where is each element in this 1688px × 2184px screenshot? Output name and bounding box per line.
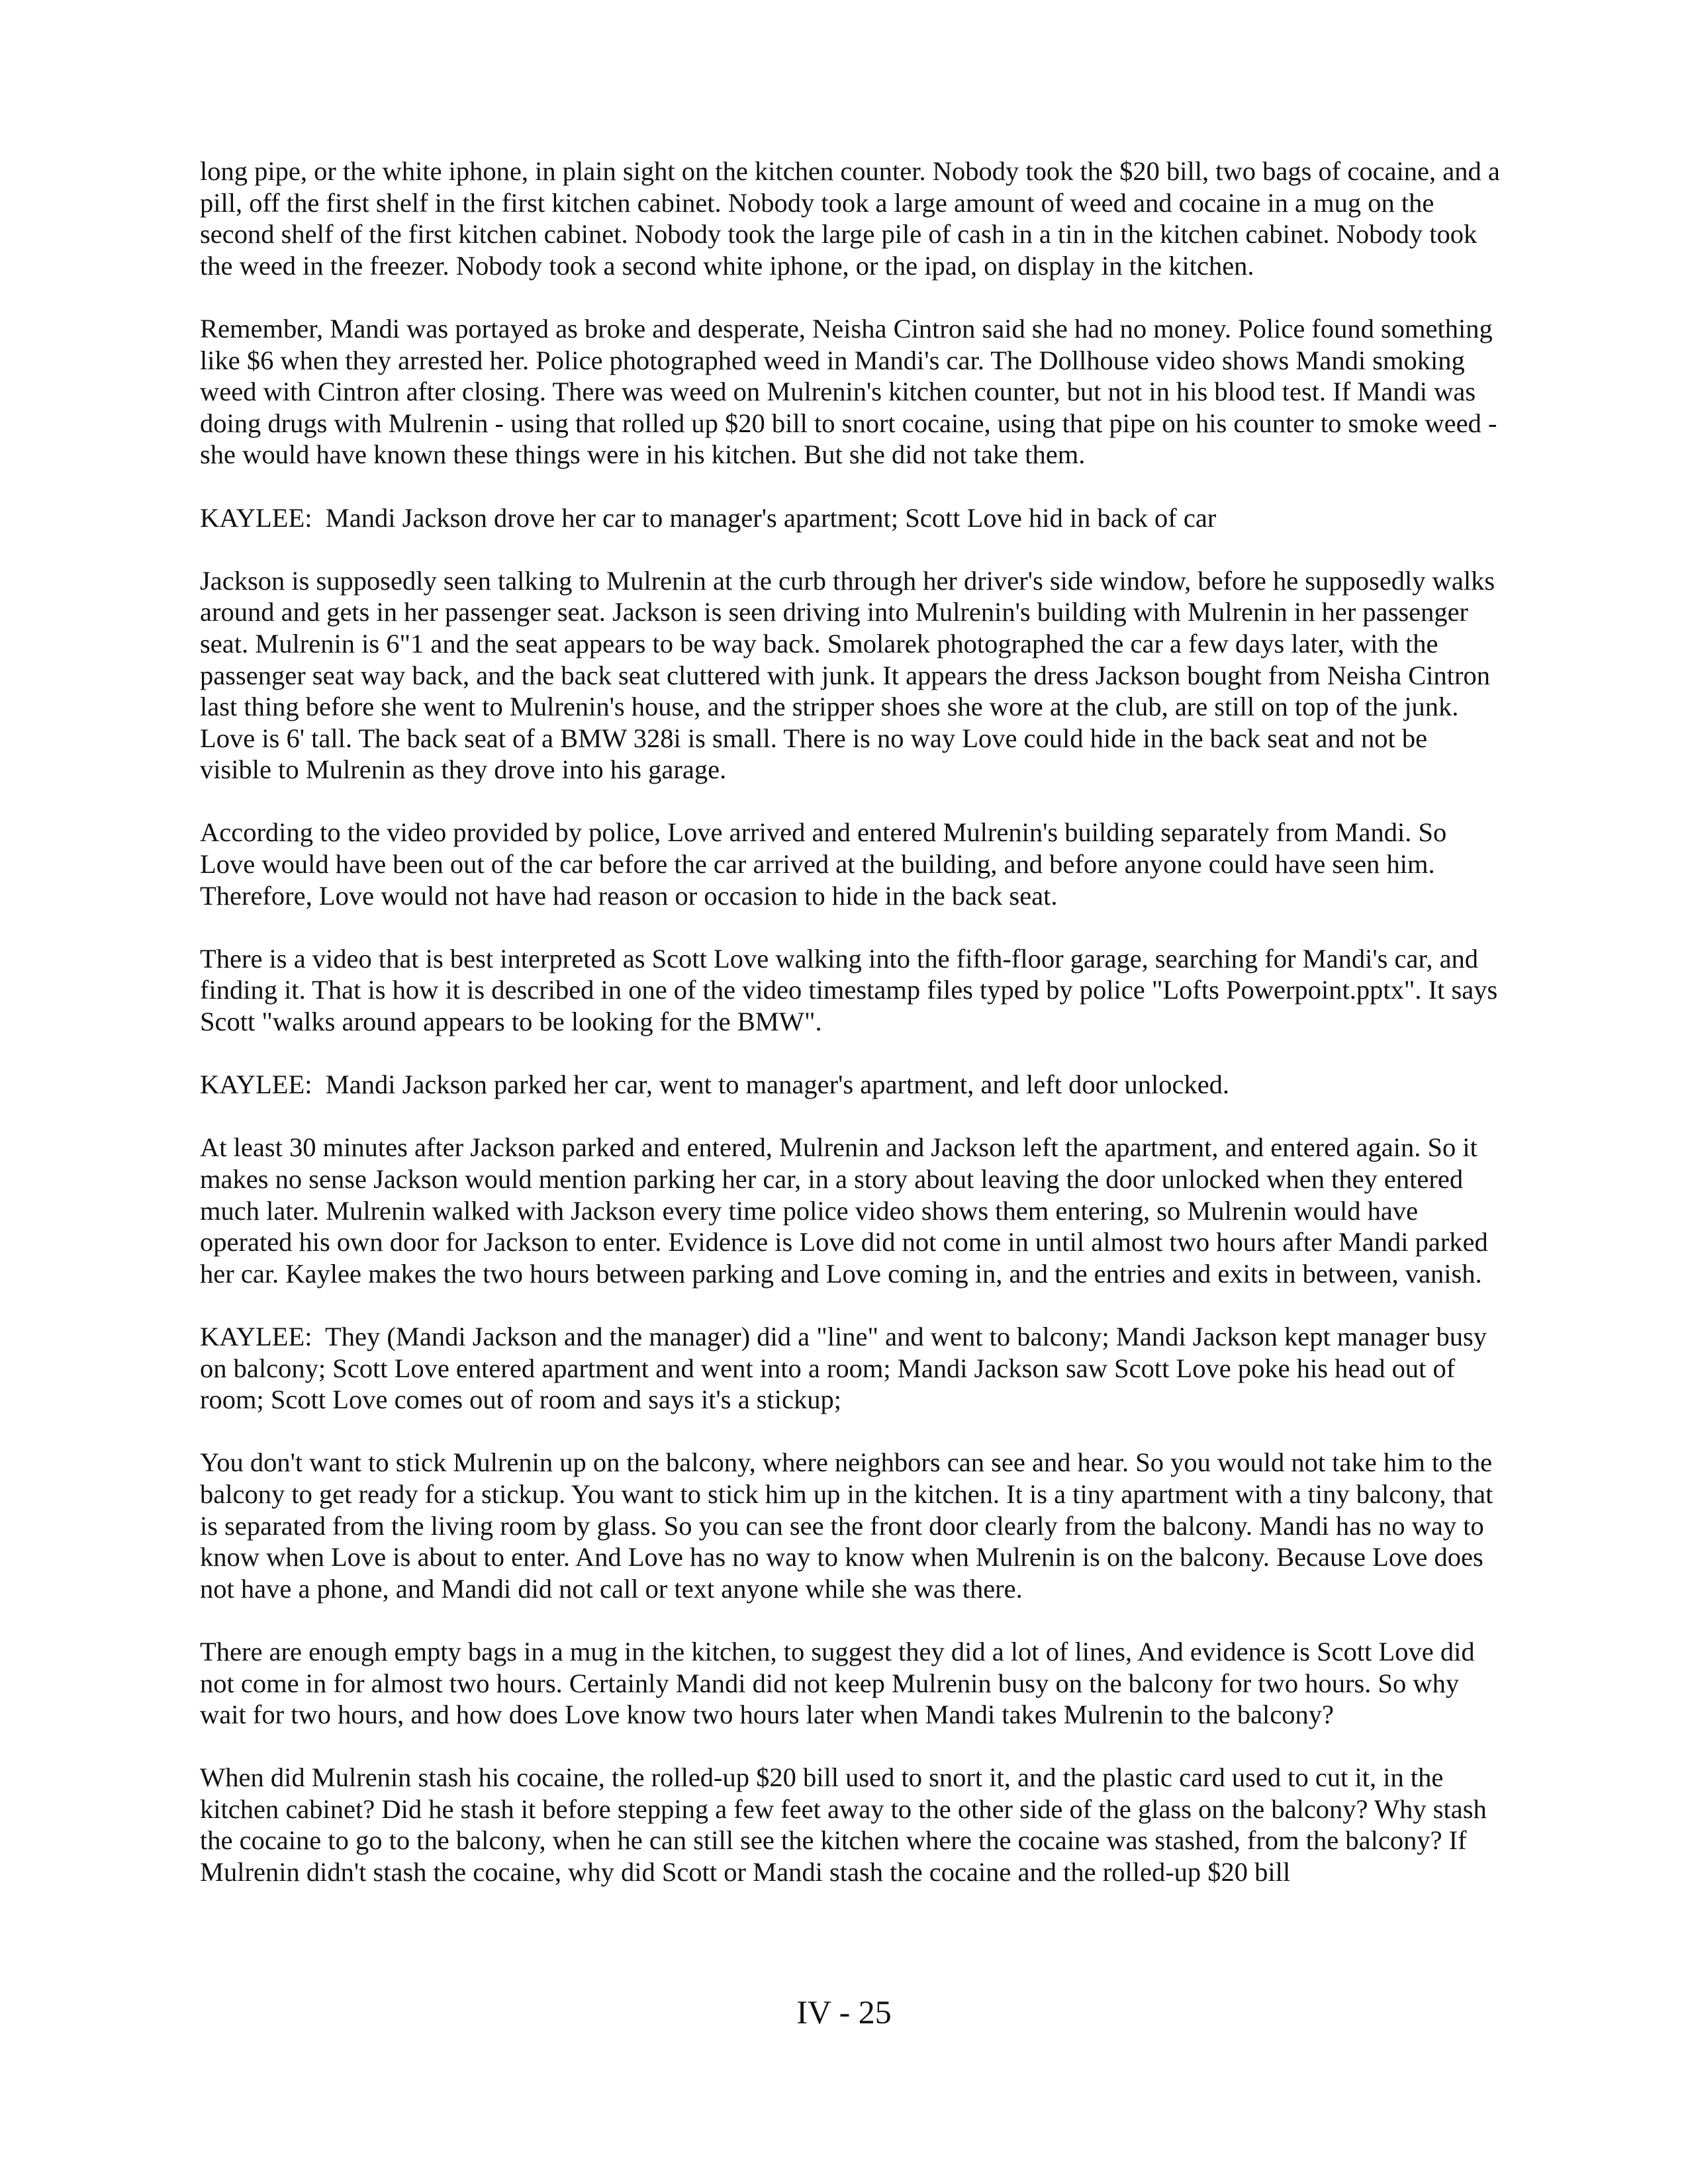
- paragraph-empty-bags: There are enough empty bags in a mug in the kitchen, to suggest they did a lot of lines, And evidence is Scott Love did not come in for almost two hours. Certainly Mandi did not keep Mulrenin busy on the balcony for two hours. So why wait for two hours, and how does Love know two hours later when Mandi takes Mulrenin to the balcony?: [200, 1636, 1481, 1730]
- paragraph-love-arrived-separately: According to the video provided by police, Love arrived and entered Mulrenin's building separately from Mandi. So Love would have been out of the car before the car arrived at the building, and before anyone could have seen him. Therefore, Love would not have had reason or occasion to hide in the back seat.: [200, 817, 1454, 911]
- page-number: IV - 25: [796, 1993, 892, 2030]
- paragraph-door-timeline: At least 30 minutes after Jackson parked and entered, Mulrenin and Jackson left the apartment, and entered again. So it makes no sense Jackson would mention parking her car, in a story about leaving the door unlocked when they entered much later. Mulrenin walked with Jackson every time police video shows them entering, so Mulrenin would have operated his own door for Jackson to enter. Evidence is Love did not come in until almost two hours after Mandi parked her car. Kaylee makes the two hours between parking and Love coming in, and the entries and exits in between, vanish.: [200, 1132, 1495, 1289]
- page-body: [200, 156, 1507, 1888]
- paragraph-kaylee-claim-car: KAYLEE: Mandi Jackson drove her car to manager's apartment; Scott Love hid in back of car: [200, 502, 1217, 533]
- paragraph-kaylee-claim-balcony: KAYLEE: They (Mandi Jackson and the manager) did a "line" and went to balcony; Mandi Jackson kept manager busy on balcony; Scott Love entered apartment and went into a room; Mandi Jackson saw Scott Love poke his head out of room; Scott Love comes out of room and says it's a stickup;: [200, 1321, 1494, 1415]
- paragraph-mandi-broke: Remember, Mandi was portayed as broke and desperate, Neisha Cintron said she had no money. Police found something like $6 when they arrested her. Police photographed weed in Mandi's car. The Dollhouse video shows Mandi smoking weed with Cintron after closing. There was weed on Mulrenin's kitchen counter, but not in his blood test. If Mandi was doing drugs with Mulrenin - using that rolled up $20 bill to snort cocaine, using that pipe on his counter to smoke weed - she would have known these things were in his kitchen. But she did not take them.: [200, 313, 1504, 470]
- paragraph-balcony-stickup: You don't want to stick Mulrenin up on the balcony, where neighbors can see and hear. So you would not take him to the balcony to get ready for a stickup. You want to stick him up in the kitchen. It is a tiny apartment with a tiny balcony, that is separated from the living room by glass. So you can see the front door clearly from the balcony. Mandi has no way to know when Love is about to enter. And Love has no way to know when Mulrenin is on the balcony. Because Love does not have a phone, and Mandi did not call or text anyone while she was there.: [200, 1447, 1500, 1604]
- paragraph-stolen-items-list: long pipe, or the white iphone, in plain sight on the kitchen counter. Nobody took the $20 bill, two bags of cocaine, and a pill, off the first shelf in the first kitchen cabinet. Nobody took a large amount of weed and cocaine in a mug on the second shelf of the first kitchen cabinet. Nobody took the large pile of cash in a tin in the kitchen cabinet. Nobody took the weed in the freezer. Nobody took a second white iphone, or the ipad, on display in the kitchen.: [200, 156, 1507, 281]
- paragraph-garage-video: There is a video that is best interpreted as Scott Love walking into the fifth-floor garage, searching for Mandi's car, and finding it. That is how it is described in one of the video timestamp files typed by police "Lofts Powerpoint.pptx". It says Scott "walks around appears to be looking for the BMW".: [200, 943, 1505, 1037]
- paragraph-kaylee-claim-door: KAYLEE: Mandi Jackson parked her car, went to manager's apartment, and left door unlocked.: [200, 1069, 1230, 1100]
- paragraph-cocaine-stash: When did Mulrenin stash his cocaine, the rolled-up $20 bill used to snort it, and the plastic card used to cut it, in the kitchen cabinet? Did he stash it before stepping a few feet away to the other side of the glass on the balcony? Why stash the cocaine to go to the balcony, when he can still see the kitchen where the cocaine was stashed, from the balcony? If Mulrenin didn't stash the cocaine, why did Scott or Mandi stash the cocaine and the rolled-up $20 bill: [200, 1762, 1493, 1888]
- paragraph-back-seat: Jackson is supposedly seen talking to Mulrenin at the curb through her driver's side window, before he supposedly walks around and gets in her passenger seat. Jackson is seen driving into Mulrenin's building with Mulrenin in her passenger seat. Mulrenin is 6"1 and the seat appears to be way back. Smolarek photographed the car a few days later, with the passenger seat way back, and the back seat cluttered with junk. It appears the dress Jackson bought from Neisha Cintron last thing before she went to Mulrenin's house, and the stripper shoes she wore at the club, are still on top of the junk. Love is 6' tall. The back seat of a BMW 328i is small. There is no way Love could hide in the back seat and not be visible to Mulrenin as they drove into his garage.: [200, 565, 1502, 785]
